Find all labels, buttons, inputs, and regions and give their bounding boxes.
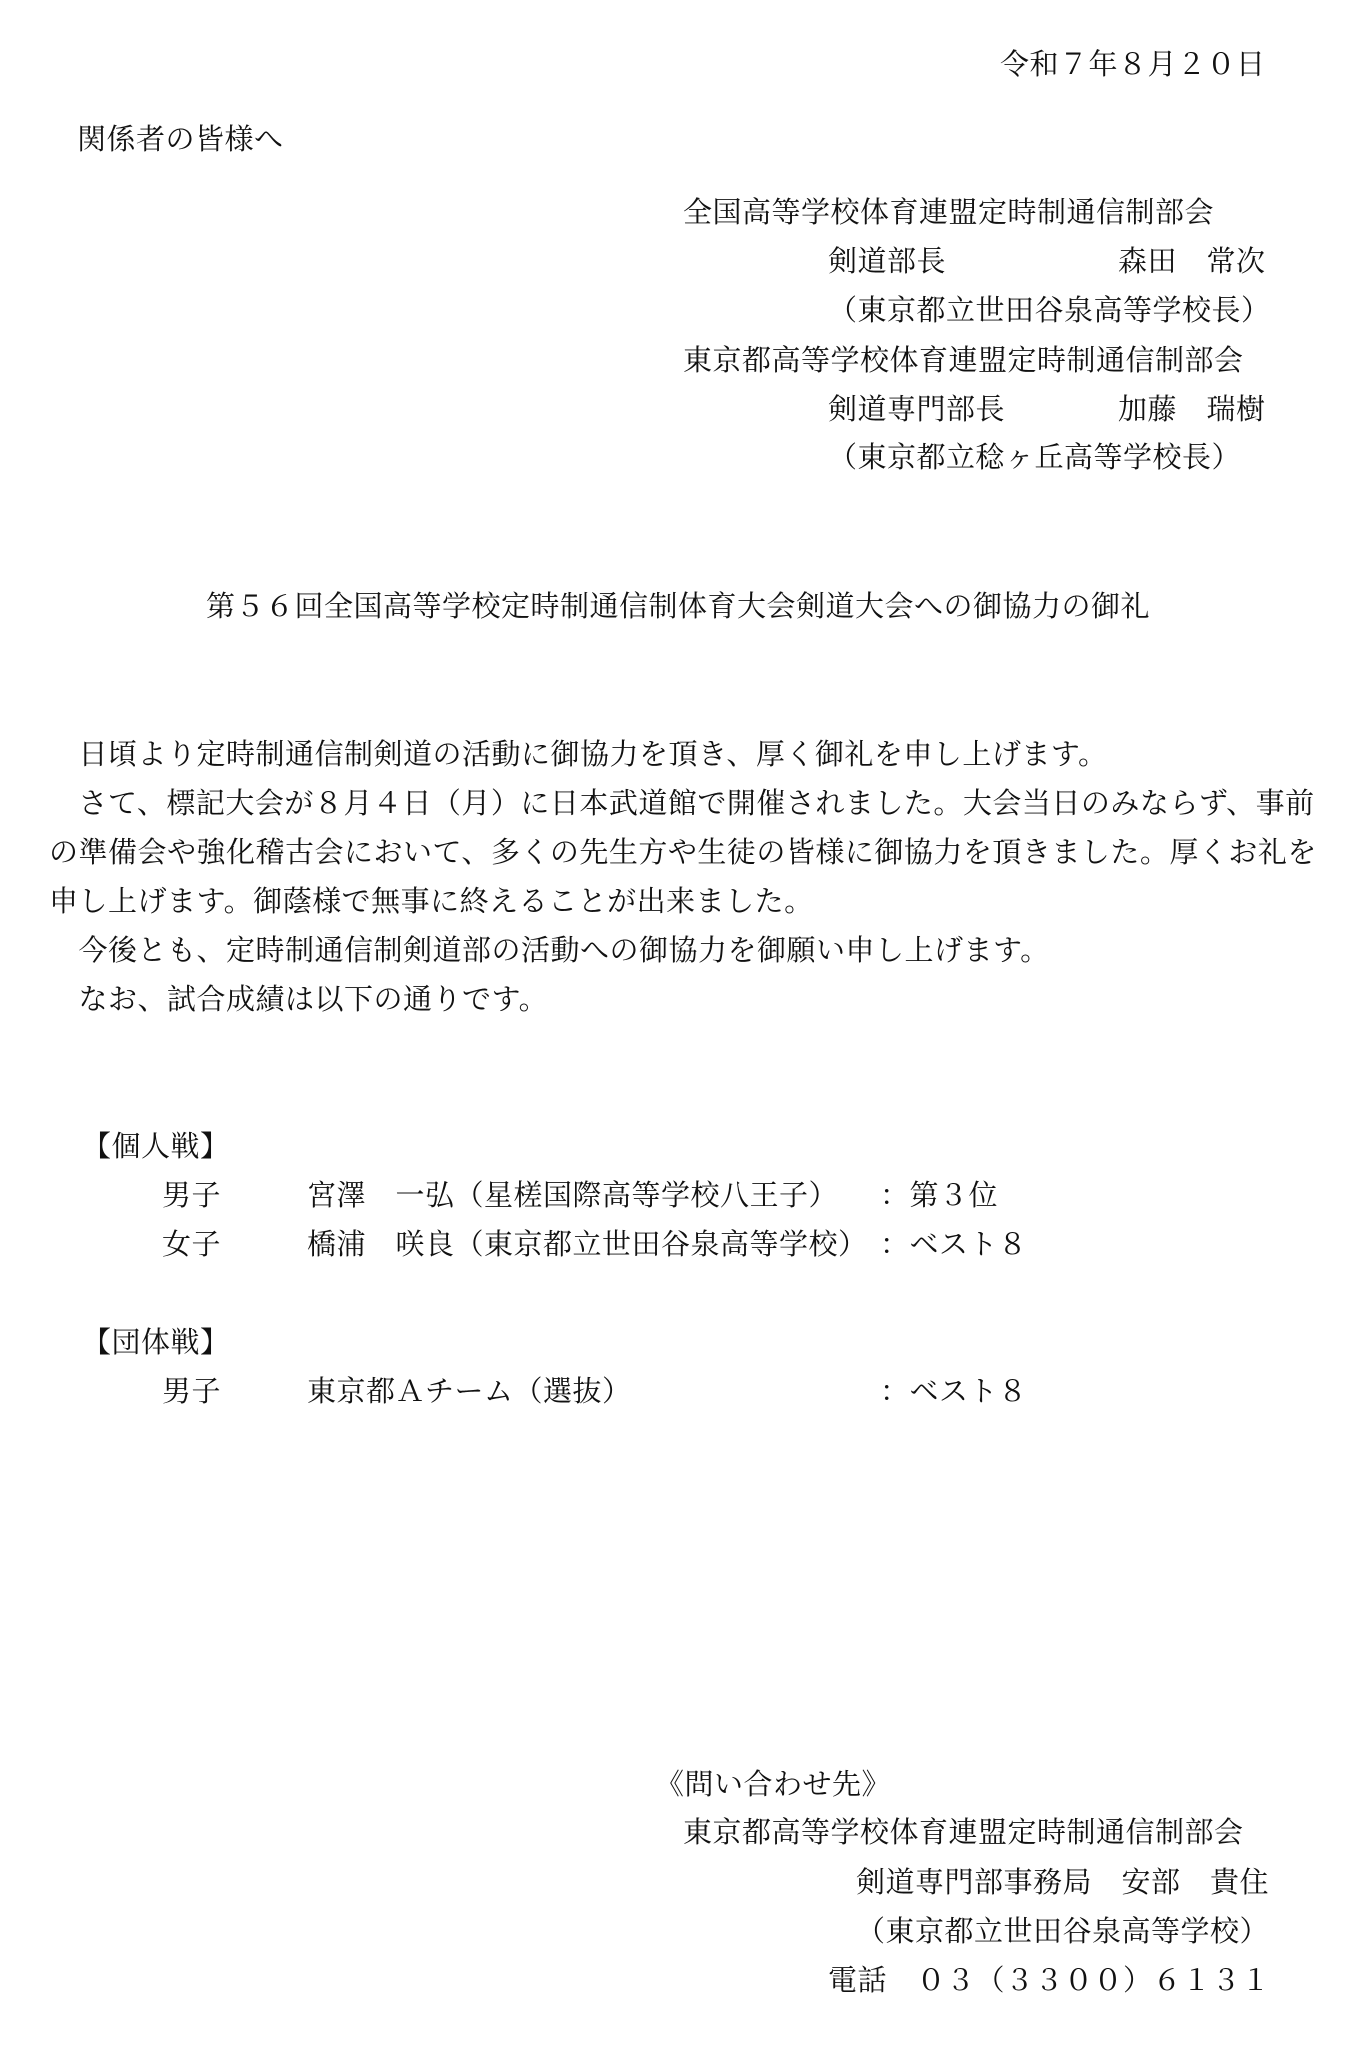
body-line: 日頃より定時制通信制剣道の活動に御協力を頂き、厚く御礼を申し上げます。: [49, 737, 1108, 771]
sender1-name: 森田 常次: [1118, 244, 1266, 278]
contact-office: 剣道専門部事務局 安部 貴住: [856, 1865, 1270, 1899]
result-name: 橋浦 咲良（東京都立世田谷泉高等学校）: [307, 1227, 868, 1261]
body-line: さて、標記大会が８月４日（月）に日本武道館で開催されました。大会当日のみならず、事前: [49, 786, 1315, 820]
sender1-org: 全国高等学校体育連盟定時制通信制部会: [683, 195, 1215, 229]
contact-phone: 電話 ０３（３３００）６１３１: [828, 1963, 1271, 1997]
contact-heading: 《問い合わせ先》: [655, 1767, 892, 1801]
contact-affiliation: （東京都立世田谷泉高等学校）: [856, 1914, 1270, 1948]
letter-title: 第５６回全国高等学校定時制通信制体育大会剣道大会への御協力の御礼: [206, 589, 1151, 623]
body-line: なお、試合成績は以下の通りです。: [49, 982, 549, 1016]
sender2-org: 東京都高等学校体育連盟定時制通信制部会: [683, 343, 1244, 377]
result-value: ：ベスト８: [880, 1374, 1028, 1408]
body-line: 申し上げます。御蔭様で無事に終えることが出来ました。: [49, 884, 814, 918]
contact-org: 東京都高等学校体育連盟定時制通信制部会: [683, 1815, 1244, 1849]
result-value: ：第３位: [880, 1178, 999, 1212]
sender2-affiliation: （東京都立稔ヶ丘高等学校長）: [828, 440, 1242, 474]
team-heading: 【団体戦】: [82, 1325, 230, 1359]
sender2-role: 剣道専門部長: [828, 392, 1006, 426]
result-category: 男子: [162, 1178, 222, 1212]
addressee: 関係者の皆様へ: [77, 122, 284, 156]
body-line: の準備会や強化稽古会において、多くの先生方や生徒の皆様に御協力を頂きました。厚くお礼を: [49, 835, 1317, 869]
result-category: 男子: [162, 1374, 222, 1408]
result-value: ：ベスト８: [880, 1227, 1028, 1261]
letter-date: 令和７年８月２０日: [1000, 47, 1266, 81]
result-name: 東京都Ａチーム（選抜）: [307, 1374, 632, 1408]
sender1-role: 剣道部長: [828, 244, 947, 278]
individual-heading: 【個人戦】: [82, 1129, 230, 1163]
sender1-affiliation: （東京都立世田谷泉高等学校長）: [828, 293, 1271, 327]
result-name: 宮澤 一弘（星槎国際高等学校八王子）: [307, 1178, 839, 1212]
result-category: 女子: [162, 1227, 222, 1261]
body-line: 今後とも、定時制通信制剣道部の活動への御協力を御願い申し上げます。: [49, 933, 1050, 967]
sender2-name: 加藤 瑞樹: [1118, 392, 1266, 426]
